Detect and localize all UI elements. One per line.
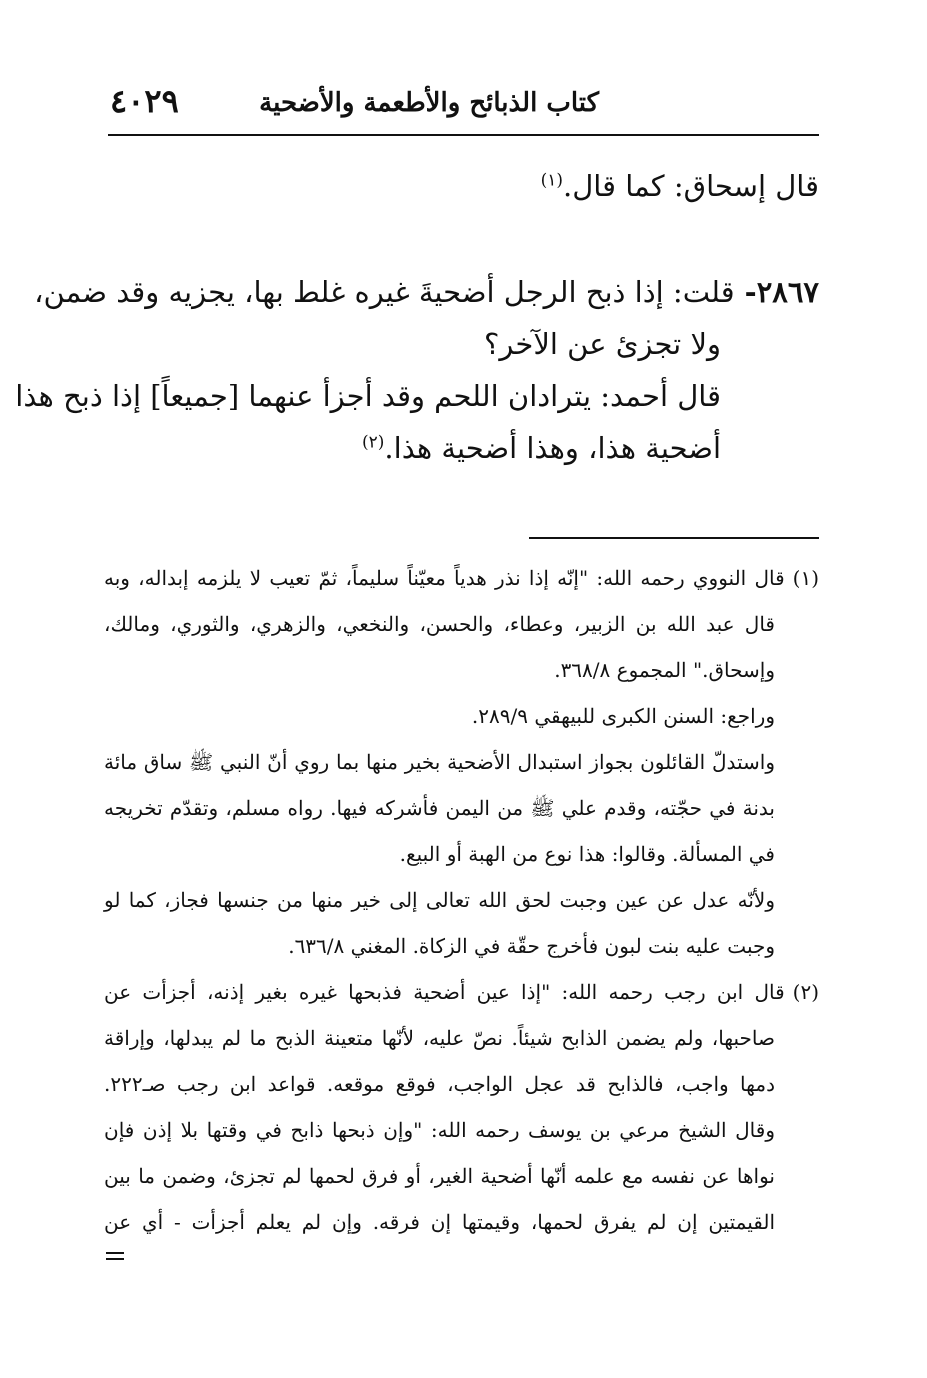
footnote-1-line-9: وجبت عليه بنت لبون فأخرج حقّة في الزكاة. المغني ٦٣٦/٨. — [288, 934, 775, 958]
footnote-2-line-1 — [104, 969, 819, 1015]
page-number: ٤٠٢٩ — [110, 82, 179, 120]
issue-line-2: ولا تجزئ عن الآخر؟ — [484, 327, 721, 361]
answer-line-2 — [108, 422, 819, 474]
header-rule — [108, 134, 819, 136]
running-header — [108, 80, 819, 136]
footnote-ref-2: (٢) — [362, 432, 385, 453]
footnote-1-line-6: بدنة في حجّته، وقدم علي ﷺ من اليمن فأشركه فيها. رواه مسلم، وتقدّم تخريجه — [104, 796, 775, 820]
footnote-1-line-1 — [104, 555, 819, 601]
ishaq-statement: قال إسحاق: كما قال. — [562, 169, 819, 203]
footnote-1-number: (١) — [792, 566, 819, 590]
header-title: كتاب الذبائح والأطعمة والأضحية — [259, 88, 599, 118]
footnote-1-line-7: في المسألة. وقالوا: هذا نوع من الهبة أو البيع. — [399, 842, 775, 866]
issue-line-1 — [34, 266, 819, 318]
footnote-1-line-3: وإسحاق." المجموع ٣٦٨/٨. — [554, 658, 775, 682]
continuation-mark — [106, 1252, 124, 1264]
main-line-ishaq — [108, 160, 819, 212]
issue-number: ٢٨٦٧- — [744, 275, 819, 309]
issue-question: قلت: إذا ذبح الرجل أضحيةَ غيره غلط بها، يجزيه وقد ضمن، — [34, 275, 735, 309]
footnote-2-number: (٢) — [792, 980, 820, 1004]
footnote-2-line-6: القيمتين إن لم يفرق لحمها، وقيمتها إن فرقه. وإن لم يعلم أجزأت - أي عن — [104, 1210, 775, 1234]
footnote-2-line-2: صاحبها، ولم يضمن الذابح شيئاً. نصّ عليه، لأنّها متعينة الذبح ما لم يبدلها، وإراقة — [104, 1026, 775, 1050]
footnote-1-line-4: وراجع: السنن الكبرى للبيهقي ٢٨٩/٩. — [471, 704, 775, 728]
answer-text: أضحية هذا، وهذا أضحية هذا. — [384, 431, 721, 465]
answer-line-1: قال أحمد: يترادان اللحم وقد أجزأ عنهما [جميعاً] إذا ذبح هذا — [15, 379, 721, 413]
footnote-separator — [529, 537, 819, 539]
footnote-2-line-4: وقال الشيخ مرعي بن يوسف رحمه الله: "وإن ذبحها ذابح في وقتها بلا إذن فإن — [104, 1118, 775, 1142]
footnote-ref-1: (١) — [540, 170, 563, 191]
paragraph-gap — [108, 212, 819, 266]
footnote-1-text: قال النووي رحمه الله: "إنّه إذا نذر هدياً معيّناً سليماً، ثمّ تعيب لا يلزمه إبداله، وبه — [104, 566, 785, 590]
footnote-1-line-8: ولأنّه عدل عن عين وجبت لحق الله تعالى إلى خير منها من جنسها فجاز، كما لو — [104, 888, 775, 912]
main-text — [15, 160, 819, 474]
footnotes — [104, 555, 819, 1245]
footnote-2-line-3: دمها واجب، فالذابح قد عجل الواجب، فوقع موقعه. قواعد ابن رجب صـ٢٢٢. — [104, 1072, 775, 1096]
footnote-1-line-5: واستدلّ القائلون بجواز استبدال الأضحية بخير منها بما روي أنّ النبي ﷺ ساق مائة — [104, 750, 775, 774]
footnote-2-text: قال ابن رجب رحمه الله: "إذا عين أضحية فذبحها غيره بغير إذنه، أجزأت عن — [104, 980, 785, 1004]
footnote-1-line-2: قال عبد الله بن الزبير، وعطاء، والحسن، والنخعي، والزهري، والثوري، ومالك، — [104, 612, 775, 636]
footnote-2-line-5: نواها عن نفسه مع علمه أنّها أضحية الغير، أو فرق لحمها لم تجزئ، وضمن ما بين — [104, 1164, 775, 1188]
